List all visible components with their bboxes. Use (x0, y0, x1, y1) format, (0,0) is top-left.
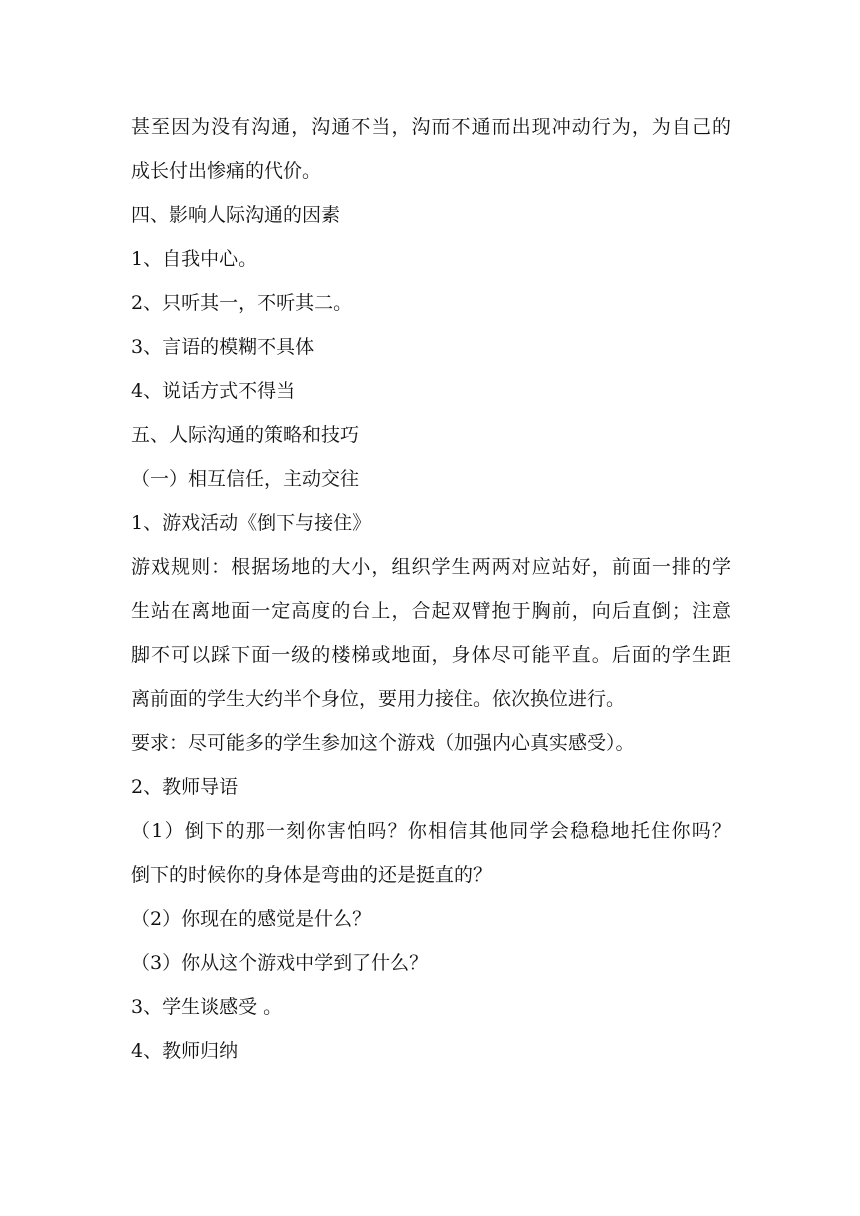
text-line: 2、教师导语 (131, 776, 239, 798)
paragraph (131, 105, 731, 193)
text-line: 游戏规则：根据场地的大小，组织学生两两对应站好，前面一排的学 (131, 556, 731, 578)
list-item (131, 369, 731, 413)
text-line: （1）倒下的那一刻你害怕吗？你相信其他同学会稳稳地托住你吗？ (131, 820, 731, 842)
list-item (131, 281, 731, 325)
text-line: 1、游戏活动《倒下与接住》 (131, 512, 372, 534)
text-line: 2、只听其一，不听其二。 (131, 292, 353, 314)
list-item (131, 765, 731, 809)
document-body (131, 105, 731, 1073)
list-item (131, 985, 731, 1029)
text-line: 生站在离地面一定高度的台上，合起双臂抱于胸前，向后直倒；注意 (131, 600, 731, 622)
section-heading (131, 193, 731, 237)
text-line: 3、学生谈感受 。 (131, 996, 283, 1018)
question-item (131, 809, 731, 897)
list-item (131, 237, 731, 281)
text-line: 4、说话方式不得当 (131, 380, 296, 402)
text-line: 3、言语的模糊不具体 (131, 336, 315, 358)
question-item (131, 941, 731, 985)
text-line: 1、自我中心。 (131, 248, 258, 270)
text-line: 四、影响人际沟通的因素 (131, 204, 341, 226)
question-item (131, 897, 731, 941)
list-item (131, 325, 731, 369)
text-line: （3）你从这个游戏中学到了什么？ (131, 952, 429, 974)
paragraph (131, 545, 731, 721)
list-item (131, 501, 731, 545)
subsection-heading (131, 457, 731, 501)
text-line: 成长付出惨痛的代价。 (131, 160, 322, 182)
section-heading (131, 413, 731, 457)
text-line: 离前面的学生大约半个身位，要用力接住。依次换位进行。 (131, 688, 626, 710)
text-line: 要求：尽可能多的学生参加这个游戏（加强内心真实感受）。 (131, 732, 635, 754)
paragraph (131, 721, 731, 765)
text-line: （2）你现在的感觉是什么？ (131, 908, 372, 930)
list-item (131, 1029, 731, 1073)
text-line: 甚至因为没有沟通，沟通不当，沟而不通而出现冲动行为，为自己的 (131, 116, 731, 138)
text-line: （一）相互信任，主动交往 (131, 468, 360, 490)
text-line: 脚不可以踩下面一级的楼梯或地面，身体尽可能平直。后面的学生距 (131, 644, 731, 666)
text-line: 4、教师归纳 (131, 1040, 239, 1062)
text-line: 五、人际沟通的策略和技巧 (131, 424, 360, 446)
text-line: 倒下的时候你的身体是弯曲的还是挺直的？ (131, 864, 493, 886)
